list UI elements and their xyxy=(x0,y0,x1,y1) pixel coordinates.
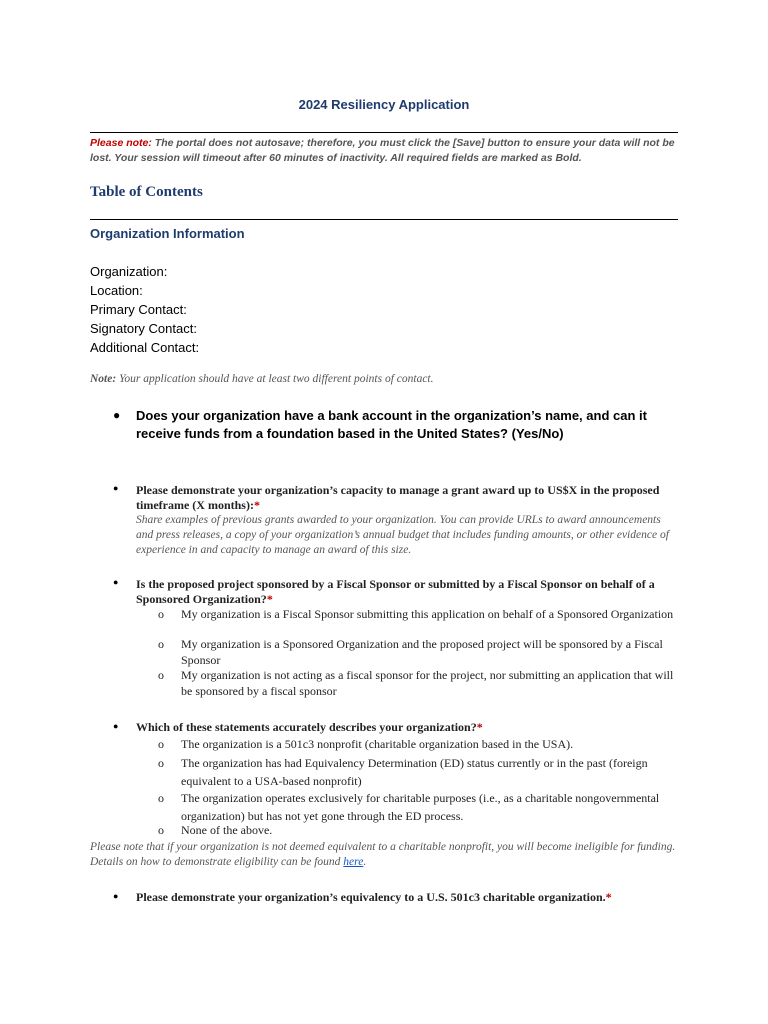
sub-bullet-icon: o xyxy=(158,791,164,805)
bullet-icon: ● xyxy=(113,577,119,587)
statement-option-label: None of the above. xyxy=(181,823,273,837)
sub-bullet-icon: o xyxy=(158,637,164,651)
question-statements xyxy=(136,720,676,735)
field-additional-contact: Additional Contact: xyxy=(90,340,200,355)
bullet-icon: ● xyxy=(113,721,119,731)
required-mark: * xyxy=(266,592,273,606)
question-fiscal-sponsor xyxy=(136,577,676,607)
notice-label: Please note: xyxy=(90,137,152,149)
fiscal-option-label: My organization is a Sponsored Organization and the proposed project will be sponsored by a Fiscal Sponsor xyxy=(181,637,663,667)
fiscal-option-label: My organization is a Fiscal Sponsor submitting this application on behalf of a Sponsored Organization xyxy=(181,607,674,621)
bullet-icon: ● xyxy=(113,408,121,422)
statement-option-label: The organization operates exclusively for charitable purposes (i.e., as a charitable nongovernmental organization) but has not yet gone through the ED process. xyxy=(181,791,660,823)
question-bank-account: Does your organization have a bank account in the organization’s name, and can it receive funds from a foundation based in the United States? (Yes/No) xyxy=(136,408,647,441)
contact-note xyxy=(90,373,434,385)
question-capacity xyxy=(136,483,676,513)
page-title: 2024 Resiliency Application xyxy=(298,97,470,112)
capacity-help-text: Share examples of previous grants awarded to your organization. You can provide URLs to award announcements and press releases, a copy of your organization’s annual budget that includes funding amounts, or other evidence of experience in and capacity to manage an award of this size. xyxy=(136,514,669,556)
contact-note-label: Note: xyxy=(90,373,117,385)
notice-text: The portal does not autosave; therefore, you must click the [Save] button to ensure your data will not be lost. Your session will timeout after 60 minutes of inactivity. All required fields are marked as Bold. xyxy=(90,137,675,164)
bullet-icon: ● xyxy=(113,891,119,901)
required-mark: * xyxy=(253,498,260,512)
statement-option-label: The organization has had Equivalency Determination (ED) status currently or in the past (foreign equivalent to a USA-based nonprofit) xyxy=(181,756,648,788)
question-fiscal-text: Is the proposed project sponsored by a Fiscal Sponsor or submitted by a Fiscal Sponsor on behalf of a Sponsored Organization? xyxy=(136,577,655,606)
sub-bullet-icon: o xyxy=(158,756,164,770)
field-signatory-contact: Signatory Contact: xyxy=(90,321,197,336)
question-equivalency xyxy=(136,890,676,905)
question-equivalency-text: Please demonstrate your organization’s equivalency to a U.S. 501c3 charitable organization. xyxy=(136,890,606,904)
required-mark: * xyxy=(476,720,483,734)
eligibility-link[interactable]: here xyxy=(343,856,364,868)
field-primary-contact: Primary Contact: xyxy=(90,302,187,317)
statement-option-label: The organization is a 501c3 nonprofit (charitable organization based in the USA). xyxy=(181,737,574,751)
org-fields xyxy=(90,262,199,357)
contact-note-text: Your application should have at least two different points of contact. xyxy=(116,373,434,385)
sub-bullet-icon: o xyxy=(158,607,164,621)
field-location: Location: xyxy=(90,283,143,298)
eligibility-note xyxy=(90,840,680,870)
autosave-notice xyxy=(90,136,680,166)
question-capacity-text: Please demonstrate your organization’s capacity to manage a grant award up to US$X in the proposed timeframe (X months): xyxy=(136,483,660,512)
fiscal-option-label: My organization is not acting as a fiscal sponsor for the project, nor submitting an application that will be sponsored by a fiscal sponsor xyxy=(181,668,674,698)
eligibility-note-suffix: . xyxy=(363,856,367,868)
divider xyxy=(90,219,678,220)
eligibility-note-text: Please note that if your organization is not deemed equivalent to a charitable nonprofit, you will become ineligible for funding. Details on how to demonstrate eligibility can be found xyxy=(90,841,676,868)
sub-bullet-icon: o xyxy=(158,668,164,682)
sub-bullet-icon: o xyxy=(158,737,164,751)
divider xyxy=(90,132,678,133)
required-mark: * xyxy=(605,890,612,904)
bullet-icon: ● xyxy=(113,483,119,493)
toc-heading: Table of Contents xyxy=(90,184,203,200)
field-organization: Organization: xyxy=(90,264,168,279)
org-section-heading: Organization Information xyxy=(90,226,245,241)
sub-bullet-icon: o xyxy=(158,823,164,837)
question-statements-text: Which of these statements accurately describes your organization? xyxy=(136,720,477,734)
